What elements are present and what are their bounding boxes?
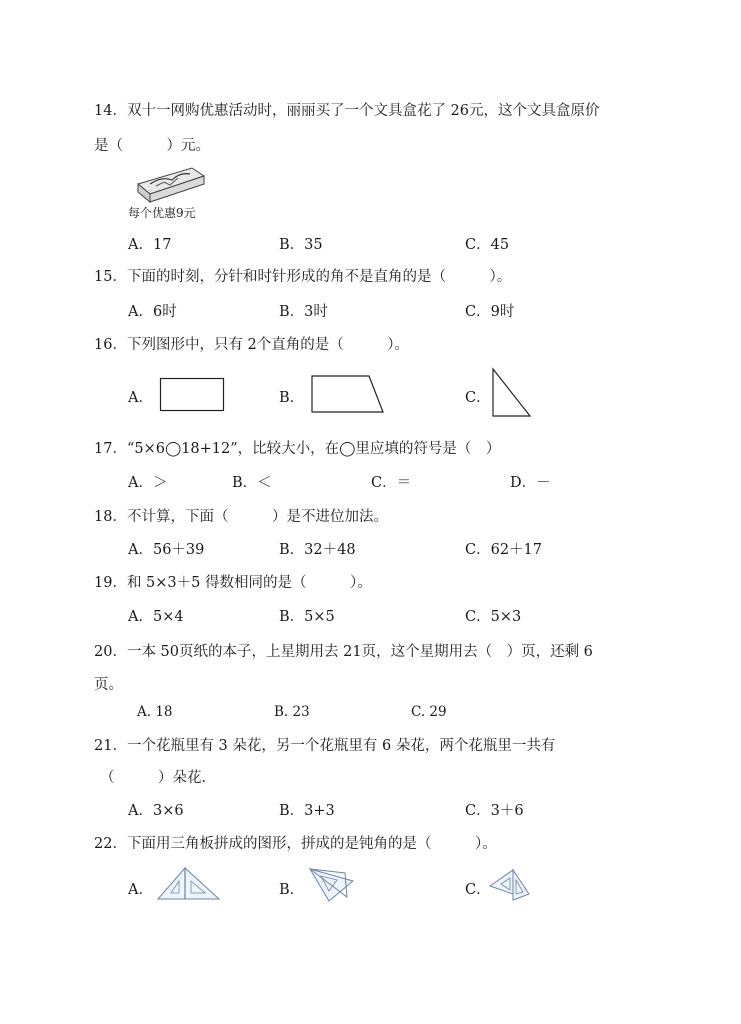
question-text: ．和 5×3＋5 得数相同的是（ ）。 (112, 575, 372, 591)
question-number: 19 (94, 575, 113, 591)
question-14 (94, 99, 600, 120)
question-number: 18 (94, 509, 113, 525)
question-number: 15 (94, 269, 113, 285)
question-21 (94, 734, 555, 755)
option-a[interactable]: A．3×6 (128, 803, 184, 819)
option-a[interactable]: A．17 (128, 237, 172, 253)
question-number: 17 (94, 441, 113, 457)
question-number: 14 (94, 103, 113, 119)
question-number: 21 (94, 738, 113, 754)
question-16 (94, 333, 409, 354)
option-b[interactable]: B． (279, 390, 305, 406)
question-22 (94, 832, 497, 853)
image-caption: 每个优惠9元 (128, 206, 196, 220)
option-a[interactable]: A．5×4 (128, 609, 184, 625)
option-a[interactable]: A． (128, 390, 153, 406)
question-text: ．下面的时刻，分针和时针形成的角不是直角的是（ ）。 (112, 269, 512, 285)
option-b[interactable]: B．3+3 (279, 803, 335, 819)
question-18 (94, 505, 388, 526)
option-b[interactable]: B．5×5 (279, 609, 335, 625)
option-c[interactable]: C．9时 (465, 304, 515, 320)
option-b[interactable]: B． (279, 882, 305, 898)
option-c[interactable]: C． (465, 882, 491, 898)
question-text: ．“5×6◯18+12”，比较大小，在◯里应填的符号是（ ） (112, 441, 501, 457)
option-c[interactable]: C．62＋17 (465, 542, 542, 558)
question-text: ．下面用三角板拼成的图形，拼成的是钝角的是（ ）。 (112, 836, 497, 852)
set-square-c-icon (489, 864, 531, 904)
option-a[interactable]: A．6时 (128, 304, 177, 320)
option-b[interactable]: B. 23 (274, 704, 310, 720)
question-text: ．双十一网购优惠活动时，丽丽买了一个文具盒花了 26元，这个文具盒原价 (112, 103, 600, 119)
question-text: ．不计算，下面（ ）是不进位加法。 (112, 509, 388, 525)
option-c[interactable]: C．3＋6 (465, 803, 524, 819)
question-15 (94, 265, 511, 286)
option-a[interactable]: A．＞ (128, 475, 168, 491)
option-c[interactable]: C．45 (465, 237, 510, 253)
question-21-continuation: （ ）朵花. (100, 770, 207, 786)
option-d[interactable]: D．－ (510, 475, 551, 491)
option-a[interactable]: A．56＋39 (128, 542, 205, 558)
option-a[interactable]: A． (128, 882, 153, 898)
question-14-continuation: 是（ ）元。 (94, 138, 210, 154)
option-b[interactable]: B．35 (279, 237, 323, 253)
pencil-box-image (128, 166, 212, 222)
option-b[interactable]: B．32＋48 (279, 542, 356, 558)
question-text: ．一个花瓶里有 3 朵花，另一个花瓶里有 6 朵花，两个花瓶里一共有 (112, 738, 556, 754)
option-a[interactable]: A. 18 (137, 704, 173, 720)
option-c[interactable]: C．＝ (371, 475, 412, 491)
question-text: ．下列图形中，只有 2个直角的是（ ）。 (112, 337, 410, 353)
question-text: ．一本 50页纸的本子，上星期用去 21页，这个星期用去（ ）页，还剩 6 (112, 644, 593, 660)
option-c[interactable]: C. 29 (411, 704, 447, 720)
trapezoid-shape (311, 375, 385, 413)
question-20 (94, 640, 593, 661)
question-19 (94, 571, 372, 592)
right-triangle-shape (492, 368, 532, 418)
rectangle-shape (160, 378, 224, 412)
option-c[interactable]: C． (465, 390, 491, 406)
question-number: 20 (94, 644, 113, 660)
question-17 (94, 437, 500, 458)
set-square-b-icon (309, 867, 355, 903)
option-b[interactable]: B．＜ (232, 475, 272, 491)
option-c[interactable]: C．5×3 (465, 609, 522, 625)
set-square-a-icon (157, 867, 221, 901)
question-number: 22 (94, 836, 113, 852)
option-b[interactable]: B．3时 (279, 304, 328, 320)
question-number: 16 (94, 337, 113, 353)
question-20-continuation: 页。 (94, 677, 123, 693)
